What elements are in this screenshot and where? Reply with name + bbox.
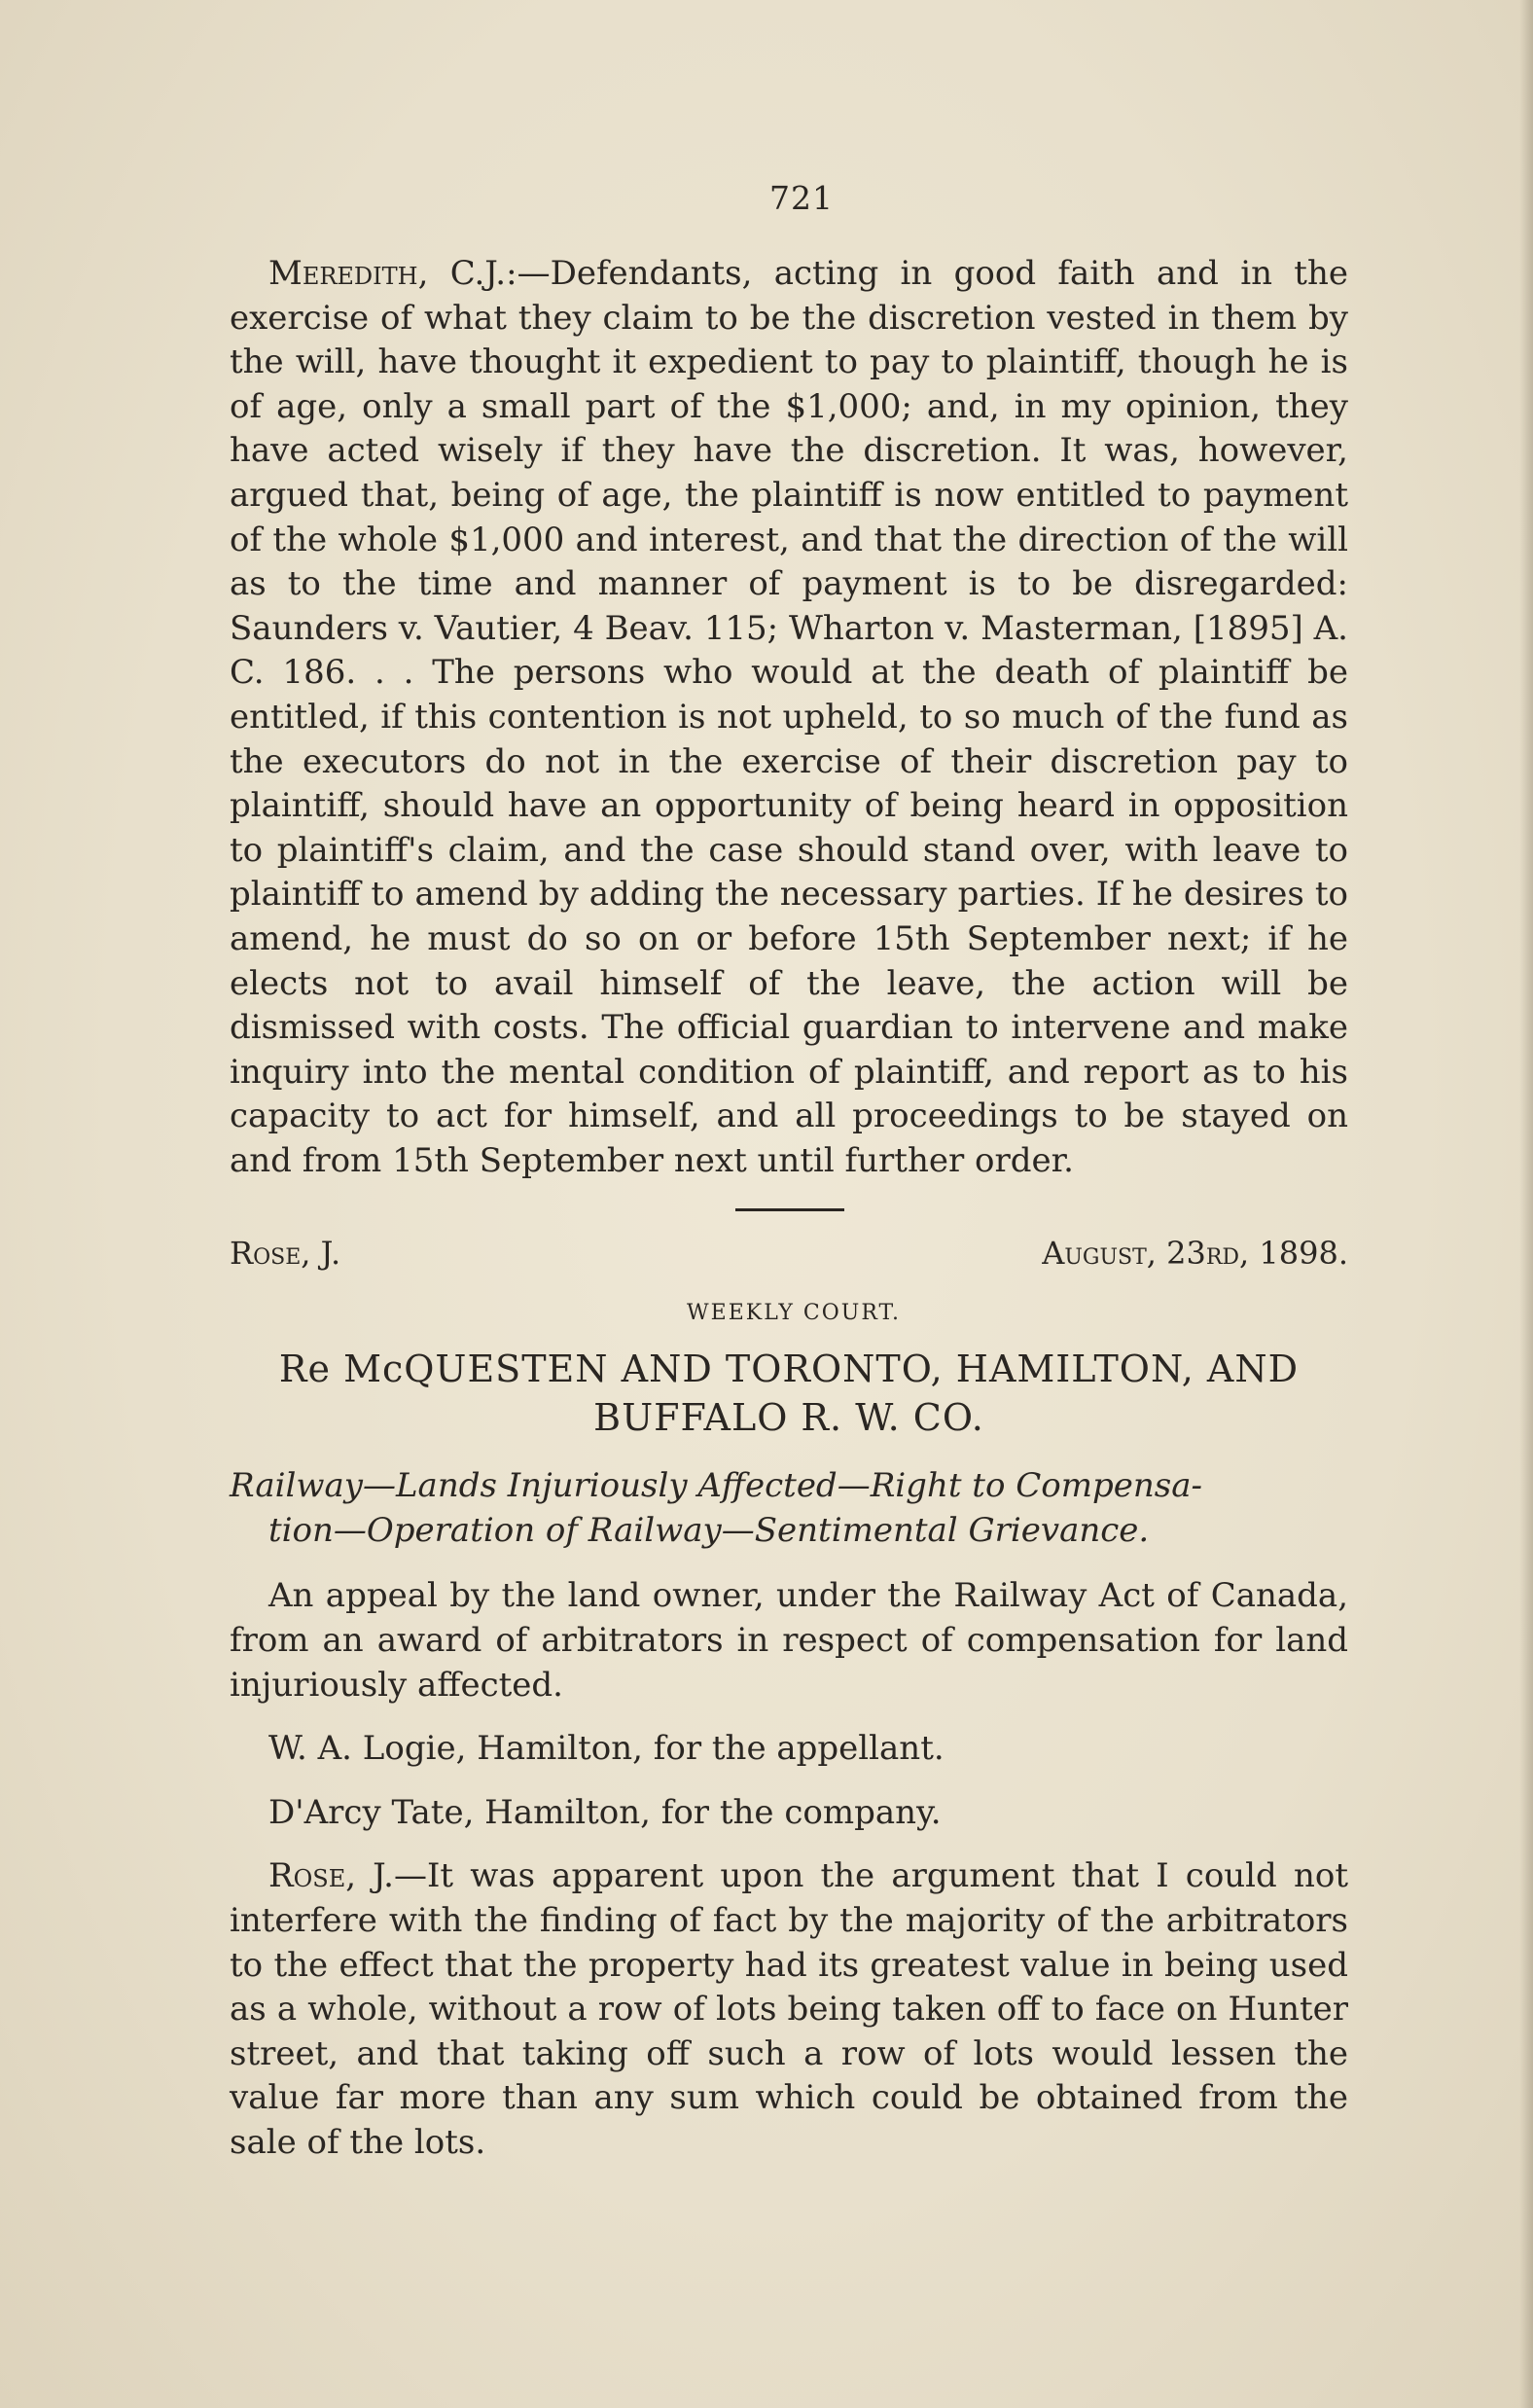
decision-date: August, 23rd, 1898. [1042,1235,1348,1273]
headnote-line1: Railway—Lands Injuriously Affected—Right to Compensa- [230,1466,1202,1506]
headnote [230,1463,1348,1553]
page-number: 721 [769,179,834,217]
case-title-line1: Re McQUESTEN AND TORONTO, HAMILTON, AND [278,1348,1300,1391]
case-summary: An appeal by the land owner, under the Railway Act of Canada, from an award of arbitrators in respect of compensation for land injuriously affected. [230,1576,1348,1705]
headnote-line2: tion—Operation of Railway—Sentimental Grievance. [268,1511,1150,1551]
judgment-paragraph-meredith [230,252,1348,1183]
text-column [230,165,1348,2166]
dateline [230,1235,1348,1272]
judge-name-rose: Rose, J. [230,1235,341,1273]
counsel-company: D'Arcy Tate, Hamilton, for the company. [268,1792,942,1832]
counsel-appellant: W. A. Logie, Hamilton, for the appellant. [268,1729,945,1769]
case-title [230,1345,1348,1442]
judgment-body-rose: —It was apparent upon the argument that I could not interfere with the finding of fact by the majority of the arbitrators to the effect that the property had its greatest value in being used as a whole, without a row of lots being taken off to face on Hunter street, and that taking off such a row of lots would lessen the value far more than any sum which could be obtained from the sale of the lots. [230,1856,1348,2162]
judgment-judge-rose: Rose, J. [268,1856,394,1896]
court-name: WEEKLY COURT. [687,1301,901,1326]
judgment-body-meredith: :—Defendants, acting in good faith and in the exercise of what they claim to be the discretion vested in them by the will, have thought it expedient to pay to plaintiff, though he is of age, only a small part of the $1,000; and, in my opinion, they have acted wisely if they have the discretion. It was, however, argued that, being of age, the plaintiff is now entitled to payment of the whole $1,000 and interest, and that the direction of the will as to the time and manner of payment is to be disregarded: Saunders v. Vautier, 4 Beav. 115; Wharton v. Masterman, [1895] A. C. 186. . . The persons who would at the death of plaintiff be entitled, if this contention is not upheld, to so much of the fund as the executors do not in the exercise of their discretion pay to plaintiff, should have an opportunity of being heard in opposition to plaintiff's claim, and the case should stand over, with leave to plaintiff to amend by adding the necessary parties. If he desires to amend, he must do so on or before 15th September next; if he elects not to avail himself of the leave, the action will be dismissed with costs. The official guardian to intervene and make inquiry into the mental condition of plaintiff, and report as to his capacity to act for himself, and all proceedings to be stayed on and from 15th September next until further order. [230,254,1348,1180]
judge-name-meredith: Meredith, C.J. [268,254,507,293]
judgment-paragraph-rose [230,1854,1348,2165]
case-title-line2: BUFFALO R. W. CO. [593,1396,984,1440]
section-divider [735,1208,844,1211]
page-edge-shadow [1519,0,1533,2408]
